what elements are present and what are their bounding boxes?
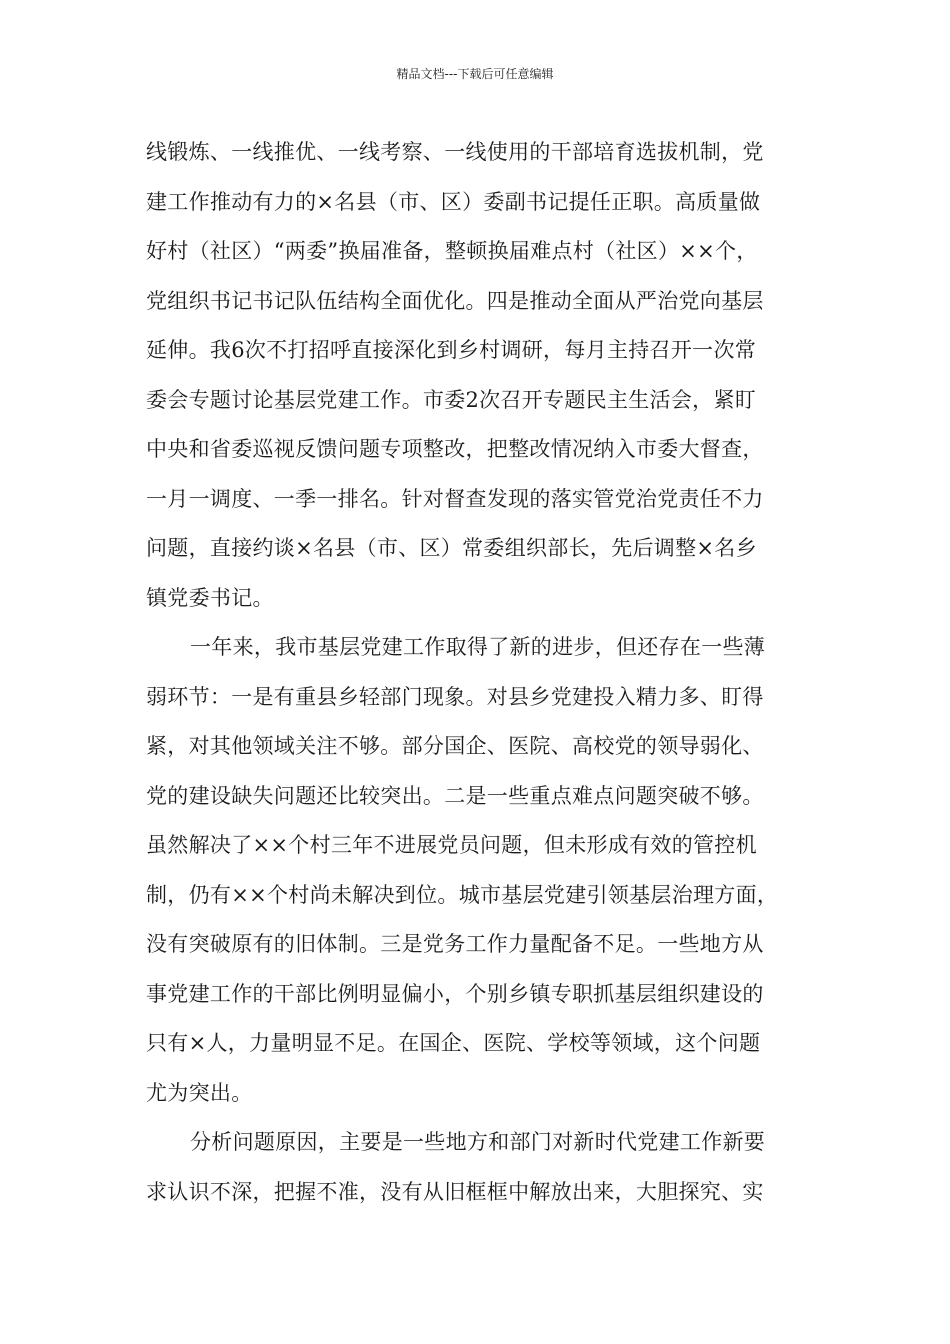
paragraph-start-line: 一年来，我市基层党建工作取得了新的进步，但还存在一些薄 [190,635,766,659]
body-line: 一月一调度、一季一排名。针对督查发现的落实管党治党责任不力 [146,486,764,511]
body-line: 建工作推动有力的×名县（市、区）委副书记提任正职。高质量做 [146,189,761,214]
body-line: 弱环节：一是有重县乡轻部门现象。对县乡党建投入精力多、盯得 [146,684,764,709]
paragraph-start-line: 分析问题原因，主要是一些地方和部门对新时代党建工作新要 [190,1130,766,1154]
body-line: 线锻炼、一线推优、一线考察、一线使用的干部培育选拔机制，党 [146,140,764,164]
body-line: 尤为突出。 [146,1080,253,1105]
body-line: 延伸。我6次不打招呼直接深化到乡村调研，每月主持召开一次常 [146,338,757,362]
page-header: 精品文档---下载后可任意编辑 [396,67,554,81]
body-line: 求认识不深，把握不准，没有从旧框框中解放出来，大胆探究、实 [146,1179,764,1204]
body-line: 镇党委书记。 [146,585,274,610]
body-line: 事党建工作的干部比例明显偏小，个别乡镇专职抓基层组织建设的 [146,981,764,1006]
body-line: 好村（社区）“两委”换届准备，整顿换届难点村（社区）××个， [146,239,758,263]
body-line: 没有突破原有的旧体制。三是党务工作力量配备不足。一些地方从 [146,932,764,956]
body-line: 紧，对其他领域关注不够。部分国企、医院、高校党的领导弱化、 [146,734,764,758]
body-line: 党的建设缺失问题还比较突出。二是一些重点难点问题突破不够。 [146,783,764,808]
body-line: 中央和省委巡视反馈问题专项整改，把整改情况纳入市委大督查， [146,437,764,461]
body-line: 委会专题讨论基层党建工作。市委2次召开专题民主生活会，紧盯 [146,387,757,412]
body-line: 制，仍有××个村尚未解决到位。城市基层党建引领基层治理方面， [146,882,779,907]
document-body [146,128,826,1217]
body-line: 只有×人，力量明显不足。在国企、医院、学校等领域，这个问题 [146,1031,761,1055]
body-line: 虽然解决了××个村三年不进展党员问题，但未形成有效的管控机 [146,833,757,857]
body-line: 党组织书记书记队伍结构全面优化。四是推动全面从严治党向基层 [146,288,764,313]
body-line: 问题，直接约谈×名县（市、区）常委组织部长，先后调整×名乡 [146,536,757,560]
